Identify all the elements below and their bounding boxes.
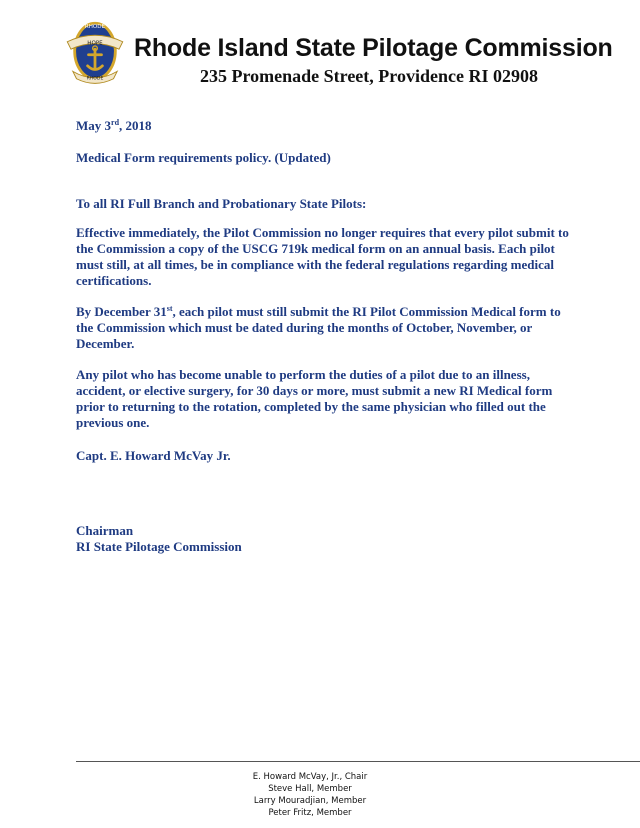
date-text: May 3 <box>76 118 112 133</box>
seal-top-text: RHODE <box>84 23 106 30</box>
footer-member: E. Howard McVay, Jr., Chair <box>252 772 368 782</box>
letter-body <box>76 118 576 555</box>
paragraph-policy-change: Effective immediately, the Pilot Commission no longer requires that every pilot submit to the Commission a copy of the USCG 719k medical form on an annual basis. Each pilot must still, at all times, be in compliance with the federal regulations regarding medical certifications. <box>76 225 569 288</box>
date-suffix: rd <box>111 118 120 127</box>
footer-member: Steve Hall, Member <box>268 784 352 794</box>
seal-bottom-text: RHODE <box>86 76 104 82</box>
state-seal-logo <box>58 14 132 88</box>
letterhead-address: 235 Promenade Street, Providence RI 02908 <box>200 66 538 86</box>
deadline-suffix: st <box>166 304 173 313</box>
deadline-text: By December 31 <box>76 304 167 319</box>
footer-members <box>200 771 420 819</box>
letter-date <box>76 118 576 134</box>
paragraph-deadline <box>76 304 576 352</box>
date-year: , 2018 <box>119 118 152 133</box>
seal-ribbon-text: HOPE <box>87 40 103 47</box>
footer-divider <box>76 761 640 762</box>
letter-salutation: To all RI Full Branch and Probationary State Pilots: <box>76 196 367 211</box>
footer-member: Larry Mouradjian, Member <box>253 796 367 806</box>
signature-name: Capt. E. Howard McVay Jr. <box>76 448 231 463</box>
letterhead-title: Rhode Island State Pilotage Commission <box>134 34 613 62</box>
signer-title: Chairman <box>76 523 134 538</box>
footer-member: Peter Fritz, Member <box>268 808 352 818</box>
paragraph-illness: Any pilot who has become unable to perform the duties of a pilot due to an illness, accident, or elective surgery, for 30 days or more, must submit a new RI Medical form prior to returning to the rotation, completed by the same physician who filled out the previous one. <box>76 367 553 430</box>
deadline-rest: , each pilot must still submit the RI Pilot Commission Medical form to the Commission which must be dated during the months of October, November, or December. <box>76 304 561 351</box>
letter-subject: Medical Form requirements policy. (Updated) <box>76 150 331 165</box>
signer-organization: RI State Pilotage Commission <box>76 539 242 554</box>
